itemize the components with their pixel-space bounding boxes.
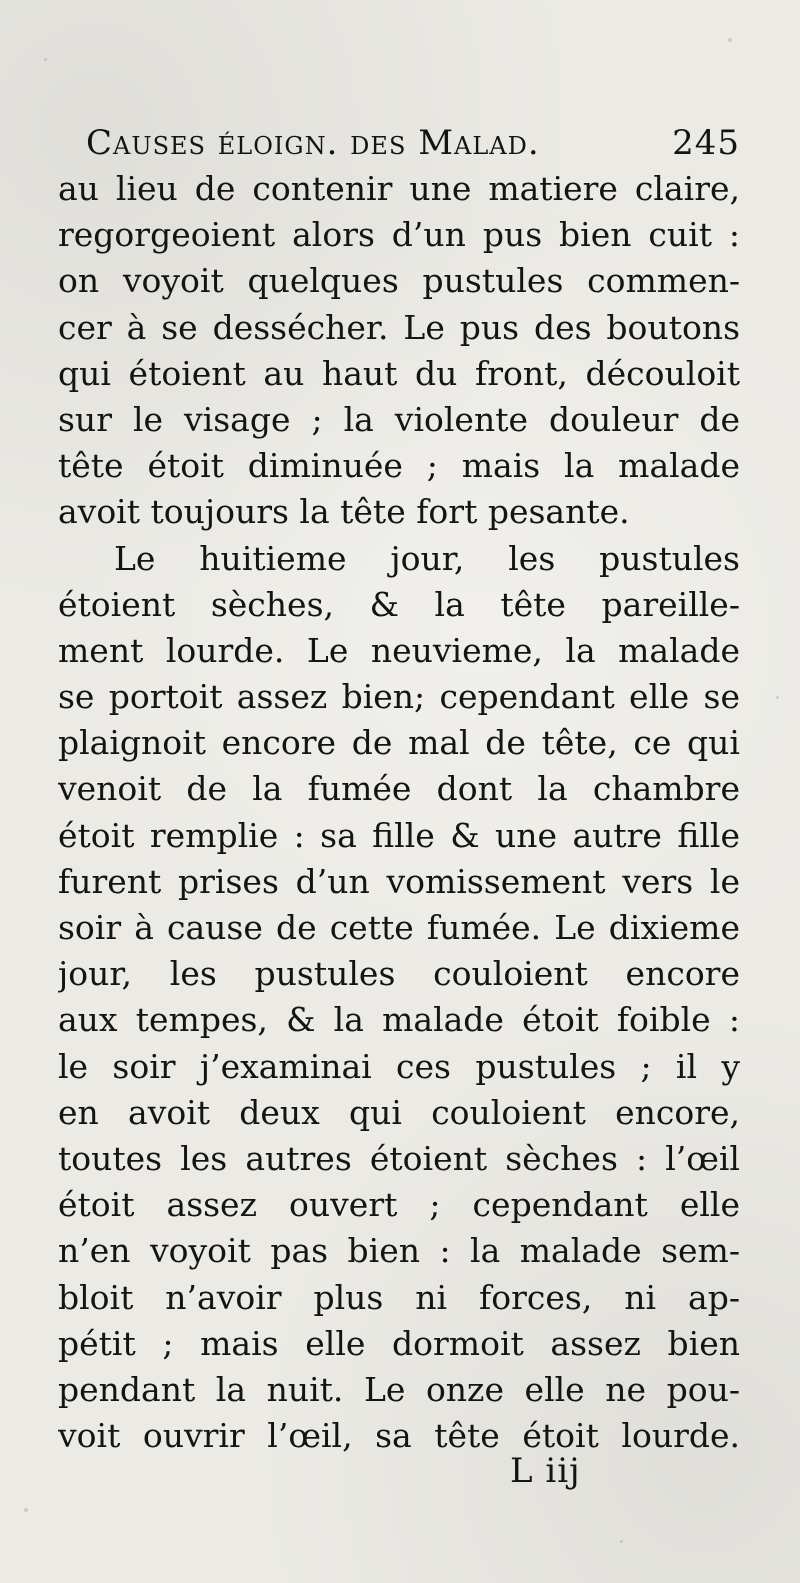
text-line: Le huitieme jour, les pustules [114, 538, 740, 578]
text-line: sur le visage ; la violente douleur de [58, 399, 740, 439]
text-line: au lieu de contenir une matiere claire, [58, 169, 740, 208]
paper-speck [728, 38, 732, 42]
text-line: avoit toujours la tête fort pesante. [58, 492, 630, 532]
text-line: on voyoit quelques pustules commen- [58, 261, 740, 301]
text-line: voit ouvrir l’œil, sa tête étoit lourde. [58, 1416, 740, 1456]
text-line: jour, les pustules couloient encore [58, 954, 740, 994]
text-line: se portoit assez bien; cependant elle se [58, 677, 740, 717]
text-line: soir à cause de cette fumée. Le dixieme [58, 908, 740, 947]
page-number: 245 [672, 123, 740, 163]
text-line: étoit assez ouvert ; cependant elle [58, 1185, 740, 1225]
text-line: aux tempes, & la malade étoit foible : [58, 1000, 740, 1040]
text-line: furent prises d’un vomissement vers le [58, 861, 740, 901]
signature-mark: L iij [510, 1451, 581, 1491]
text-line: plaignoit encore de mal de tête, ce qui [58, 723, 740, 763]
text-line: tête étoit diminuée ; mais la malade [58, 446, 740, 486]
text-line: qui étoient au haut du front, découloit [58, 353, 740, 393]
text-line: pétit ; mais elle dormoit assez bien [58, 1323, 740, 1363]
text-line: regorgeoient alors d’un pus bien cuit : [58, 215, 740, 255]
paper-speck [44, 58, 47, 61]
text-line: le soir j’examinai ces pustules ; il y [58, 1046, 740, 1086]
running-header [86, 121, 740, 165]
paper-speck [24, 1508, 28, 1512]
text-line: venoit de la fumée dont la chambre [58, 769, 740, 809]
text-line: n’en voyoit pas bien : la malade sem- [58, 1231, 740, 1271]
text-line: ment lourde. Le neuvieme, la malade [58, 630, 740, 670]
paper-speck [776, 696, 779, 699]
text-line: toutes les autres étoient sèches : l’œil [58, 1138, 740, 1178]
text-line: pendant la nuit. Le onze elle ne pou- [58, 1369, 740, 1409]
running-title: Causes éloign. des Malad. [86, 123, 540, 163]
text-line: étoient sèches, & la tête pareille- [58, 584, 740, 624]
text-line: en avoit deux qui couloient encore, [58, 1092, 740, 1132]
body-text [58, 166, 740, 1459]
text-line: étoit remplie : sa fille & une autre fille [58, 815, 740, 855]
text-line: cer à se dessécher. Le pus des boutons [58, 307, 740, 347]
text-line: bloit n’avoir plus ni forces, ni ap- [58, 1277, 740, 1317]
paper-speck [620, 1540, 623, 1543]
